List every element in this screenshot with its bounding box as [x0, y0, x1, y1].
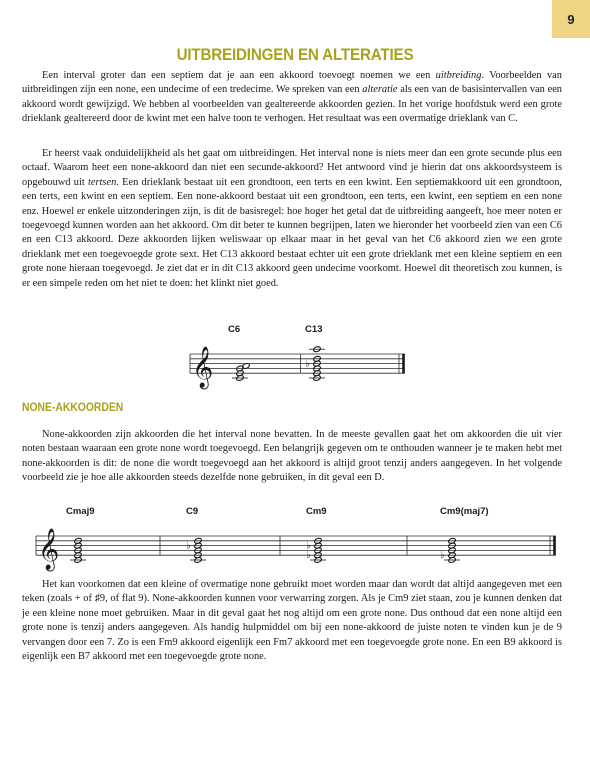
treble-clef-icon: 𝄞: [192, 347, 214, 389]
text-run: None-akkoorden zijn akkoorden die het interval none bevatten. In de meeste gevallen gaat het om akkoorden die uit vier noten bestaan waaraan een grote none wordt toegevoegd. Een belangrijk gegeven om te onthouden wanneer je te maken hebt met none-akkoorden is dit: de none die wordt toegevoegd aan het akkoord is altijd groot tenzij anders aangegeven. In het volgende voorbeeld zie je hoe alle akkoorden steeds dezelfde none gebruiken, in dit geval een D.: [22, 429, 562, 484]
section-title-none-chords: NONE-AKKOORDEN: [22, 402, 124, 414]
flat-sign-icon: ♭: [306, 550, 311, 562]
example-none-chords: [0, 500, 590, 572]
text-run: Er heerst vaak onduidelijkheid als het gaat om uitbreidingen. Het interval none is niets meer dan een grote secunde plus een octaaf. Waarom heet een none-akkoord dan niet een secunde-akkoord? Het antwoord vind je hierin dat ons akkoordsysteem is opgebouwd uit: [22, 148, 562, 188]
emphasized-term: tertsen: [87, 176, 117, 188]
chord-name: Cm9(maj7): [440, 506, 489, 517]
treble-clef-icon: 𝄞: [38, 529, 60, 571]
chapter-title: UITBREIDINGEN EN ALTERATIES: [176, 46, 414, 64]
page-number: 9: [552, 0, 590, 38]
text-run: Het kan voorkomen dat een kleine of overmatige none gebruikt moet worden maar dan wordt dat altijd aangegeven met een teken (zoals + of ♯9, of flat 9). None-akkoorden kunnen voor verwarring zorgen. Als je Cm9 ziet staan, zou je kunnen denken dat je een kleine none moet gebruiken. Maar in dit geval gaat het nog altijd om een grote none. Dus onthoud dat een none altijd een grote none is tenzij anders aangegeven. Als handig hulpmiddel om bij een none-akkoord de juiste noten te vinden kun je de 9 vervangen door een 7. Zo is een Fm9 akkoord eigenlijk een Fm7 akkoord met een toegevoegde grote none. En een B9 akkoord is eigenlijk een B7 akkoord met een toegevoegde grote none.: [22, 579, 562, 663]
chord-name: Cmaj9: [66, 506, 95, 517]
text-run: . Een drieklank bestaat uit een grondtoon, een terts en een kwint. Een septiemakkoord uit een grondtoon, een terts, een kwint en een septiem. Een none-akkoord bestaat uit een grondtoon, een terts, een kwint, een septiem en een none enz. Hoewel er enkele uitzonderingen zijn, is dit de basisregel: hoe hoger het getal dat de uitbreiding aangeeft, hoe meer noten er toegevoegd kunnen worden aan het akkoord. Om dit beter te kunnen begrijpen, laten we hieronder het voorbeeld zien van een C6 en een C13 akkoord. Deze akkoorden lijken weliswaar op elkaar maar in het geval van het C6 akkoord zien we een grote drieklank met een toegevoegde grote sext. Het C13 akkoord bestaat echter uit een grote drieklank met een kleine septiem en een grote none hieraan toegevoegd. Je ziet dat er in dit C13 akkoord geen undecime voorkomt. Hoewel dit theoretisch zou kunnen, is er een simpele reden om het niet te doen: het klinkt niet goed.: [22, 176, 562, 289]
flat-sign-icon: ♭: [305, 358, 310, 370]
chord-name: C13: [305, 324, 323, 335]
paragraph-none-usage: [22, 578, 562, 664]
paragraph-extensions: [22, 147, 562, 291]
chord-name: C6: [228, 324, 241, 335]
text-run: . Voorbeelden van uitbreidingen zijn een none, een undecime of een tredecime. We spreken van een: [22, 70, 562, 96]
flat-sign-icon: ♭: [440, 550, 445, 562]
text-run: als een van de basisintervallen van een akkoord wordt gewijzigd. We hebben al voorbeelden van gealtereerde akkoorden gezien. In het vorige hoofdstuk werd een grote drieklank gealtereerd door de kwint met een halve toon te verhogen. Het resultaat was een overmatige drieklank van C.: [22, 84, 562, 125]
text-run: Een interval groter dan een septiem dat je aan een akkoord toevoegt noemen we een: [42, 70, 436, 81]
paragraph-intro: [22, 69, 562, 127]
flat-sign-icon: ♭: [186, 540, 191, 552]
paragraph-none-chords: [22, 428, 562, 486]
emphasized-term: uitbreiding: [435, 70, 482, 81]
emphasized-term: alteratie: [362, 84, 398, 96]
flat-sign-icon: ♭: [306, 540, 311, 552]
chord-name: Cm9: [306, 506, 327, 517]
example-c6-c13: [0, 318, 590, 390]
chord-name: C9: [186, 506, 199, 517]
